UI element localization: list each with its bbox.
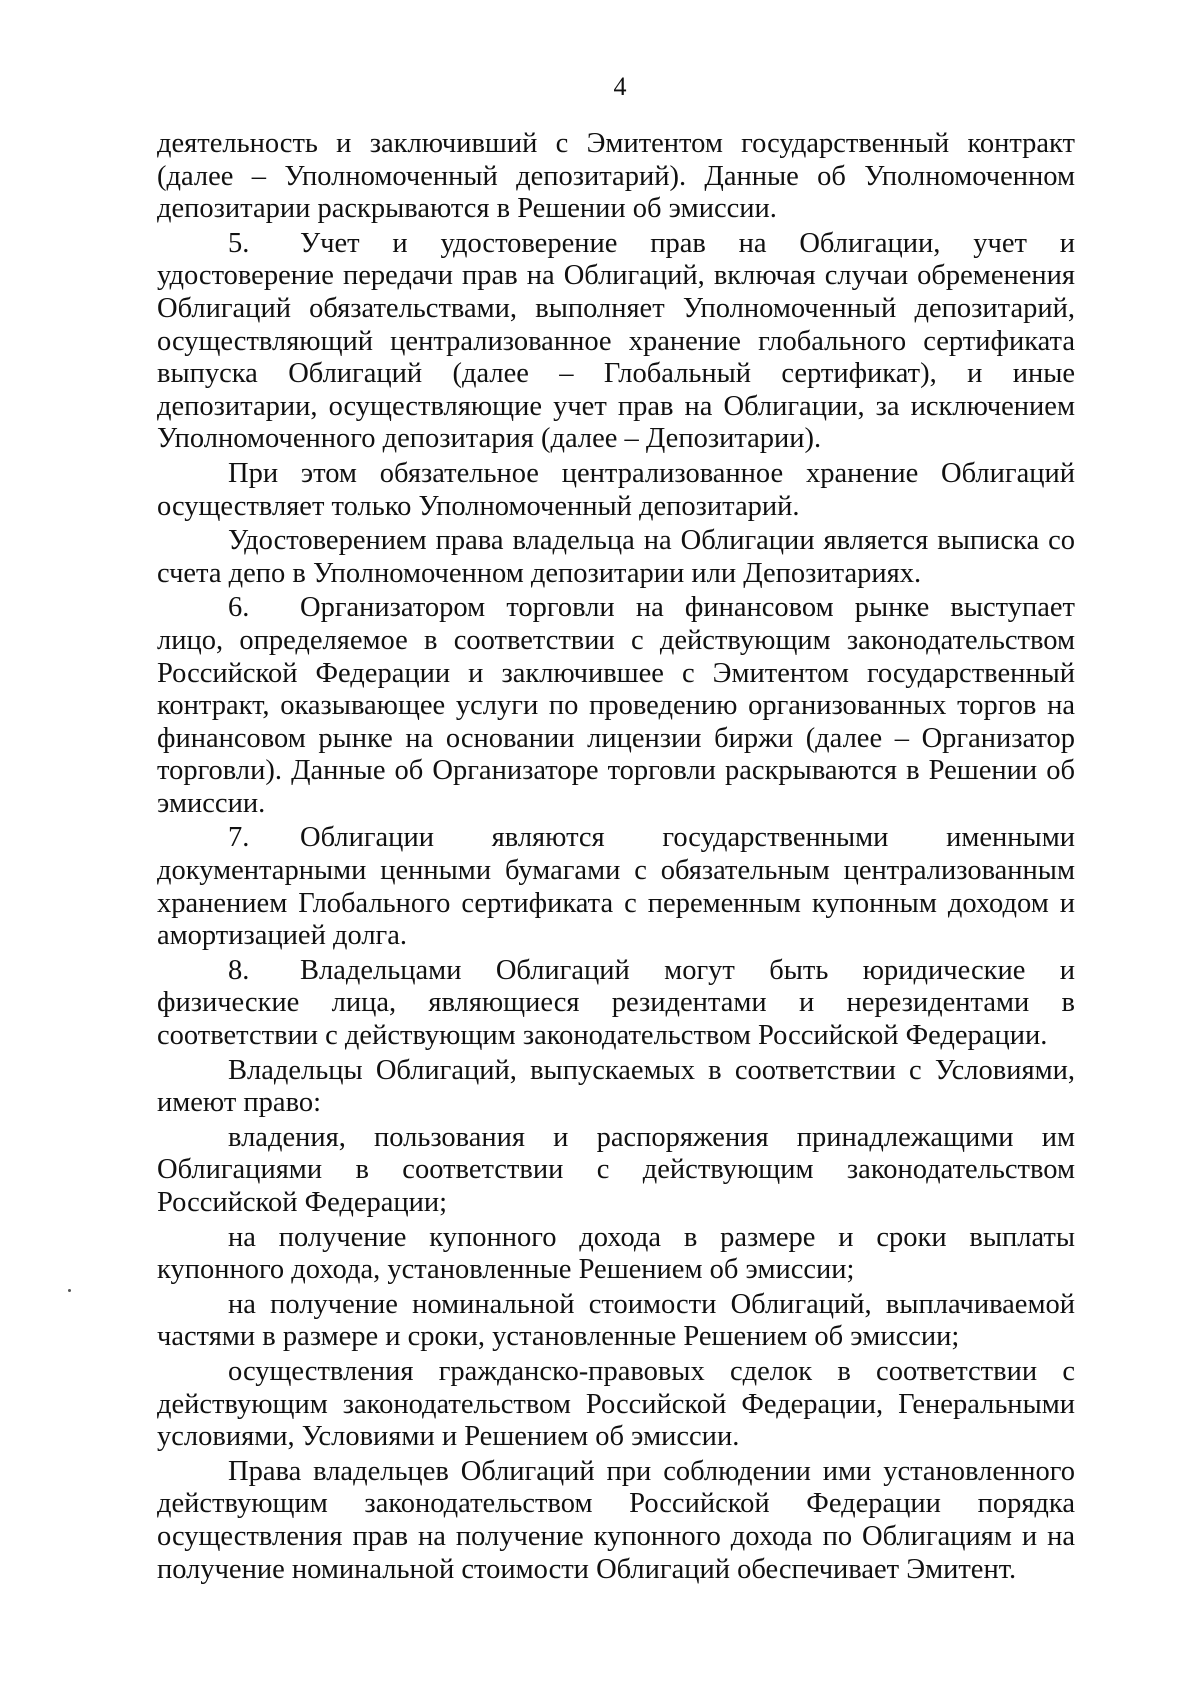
paragraph-text: деятельность и заключивший с Эмитентом государственный контракт (далее – Уполномоченный депозитарий). Данные об Уполномоченном депозитарии раскрываются в Решении об эмиссии. <box>157 128 1075 225</box>
paragraph-text: Владельцы Облигаций, выпускаемых в соответствии с Условиями, имеют право: <box>157 1054 1075 1119</box>
paragraph-text: на получение купонного дохода в размере и сроки выплаты купонного дохода, установленные Решением об эмиссии; <box>157 1221 1075 1286</box>
paragraph-text: Удостоверением права владельца на Облигации является выписка со счета депо в Уполномоченном депозитарии или Депозитариях. <box>157 525 1075 589</box>
paragraph-text: Владельцами Облигаций могут быть юридические и физические лица, являющиеся резидентами и нерезидентами в соответствии с действующим законодательством Российской Федерации. <box>157 954 1075 1052</box>
page-number: 4 <box>613 72 627 101</box>
paragraph-right-certification <box>157 525 1075 590</box>
paragraph-number: 7. <box>228 822 250 854</box>
paragraph-text: Облигации являются государственными именными документарными ценными бумагами с обязательным централизованным хранением Глобального сертификата с переменным купонным доходом и амортизацией долга. <box>157 822 1075 952</box>
paragraph-owner-rights-intro <box>157 1055 1075 1120</box>
paragraph-text: владения, пользования и распоряжения принадлежащими им Облигациями в соответствии с действующим законодательством Российской Федерации; <box>157 1121 1075 1218</box>
paragraph-text: на получение номинальной стоимости Облигаций, выплачиваемой частями в размере и сроки, установленные Решением об эмиссии; <box>157 1288 1075 1353</box>
paragraph-right-nominal <box>157 1289 1075 1354</box>
paragraph-continuation <box>157 128 1075 226</box>
paragraph-item-7 <box>157 822 1075 952</box>
paragraph-issuer-guarantee <box>157 1456 1075 1586</box>
paragraph-right-transactions <box>157 1356 1075 1454</box>
paragraph-text: Права владельцев Облигаций при соблюдении ими установленного действующим законодательством Российской Федерации порядка осуществления прав на получение купонного дохода по Облигациям и на получение номинальной стоимости Облигаций обеспечивает Эмитент. <box>157 1455 1075 1585</box>
paragraph-right-ownership <box>157 1122 1075 1220</box>
paragraph-right-coupon <box>157 1222 1075 1287</box>
paragraph-centralized-storage <box>157 458 1075 523</box>
paragraph-text: осуществления гражданско-правовых сделок в соответствии с действующим законодательством Российской Федерации, Генеральными условиями, Условиями и Решением об эмиссии. <box>157 1355 1075 1453</box>
paragraph-text: При этом обязательное централизованное хранение Облигаций осуществляет только Уполномоченный депозитарий. <box>157 457 1075 522</box>
paragraph-number: 6. <box>228 592 250 624</box>
paragraph-text: Учет и удостоверение прав на Облигации, учет и удостоверение передачи прав на Облигаций, включая случаи обременения Облигаций обязательствами, выполняет Уполномоченный депозитарий, осуществляющий централизованное хранение глобального сертификата выпуска Облигаций (далее – Глобальный сертификат), и иные депозитарии, осуществляющие учет прав на Облигации, за исключением Уполномоченного депозитария (далее – Депозитарии). <box>157 227 1075 455</box>
scan-dot-mark <box>68 1289 71 1292</box>
paragraph-text: Организатором торговли на финансовом рынке выступает лицо, определяемое в соответствии с действующим законодательством Российской Федерации и заключившее с Эмитентом государственный контракт, оказывающее услуги по проведению организованных торгов на финансовом рынке на основании лицензии биржи (далее – Организатор торговли). Данные об Организаторе торговли раскрываются в Решении об эмиссии. <box>157 592 1075 819</box>
paragraph-item-5 <box>157 228 1075 456</box>
paragraph-item-8 <box>157 955 1075 1053</box>
document-body <box>157 128 1075 1586</box>
paragraph-number: 8. <box>228 954 250 986</box>
paragraph-number: 5. <box>228 227 250 259</box>
paragraph-item-6 <box>157 592 1075 820</box>
